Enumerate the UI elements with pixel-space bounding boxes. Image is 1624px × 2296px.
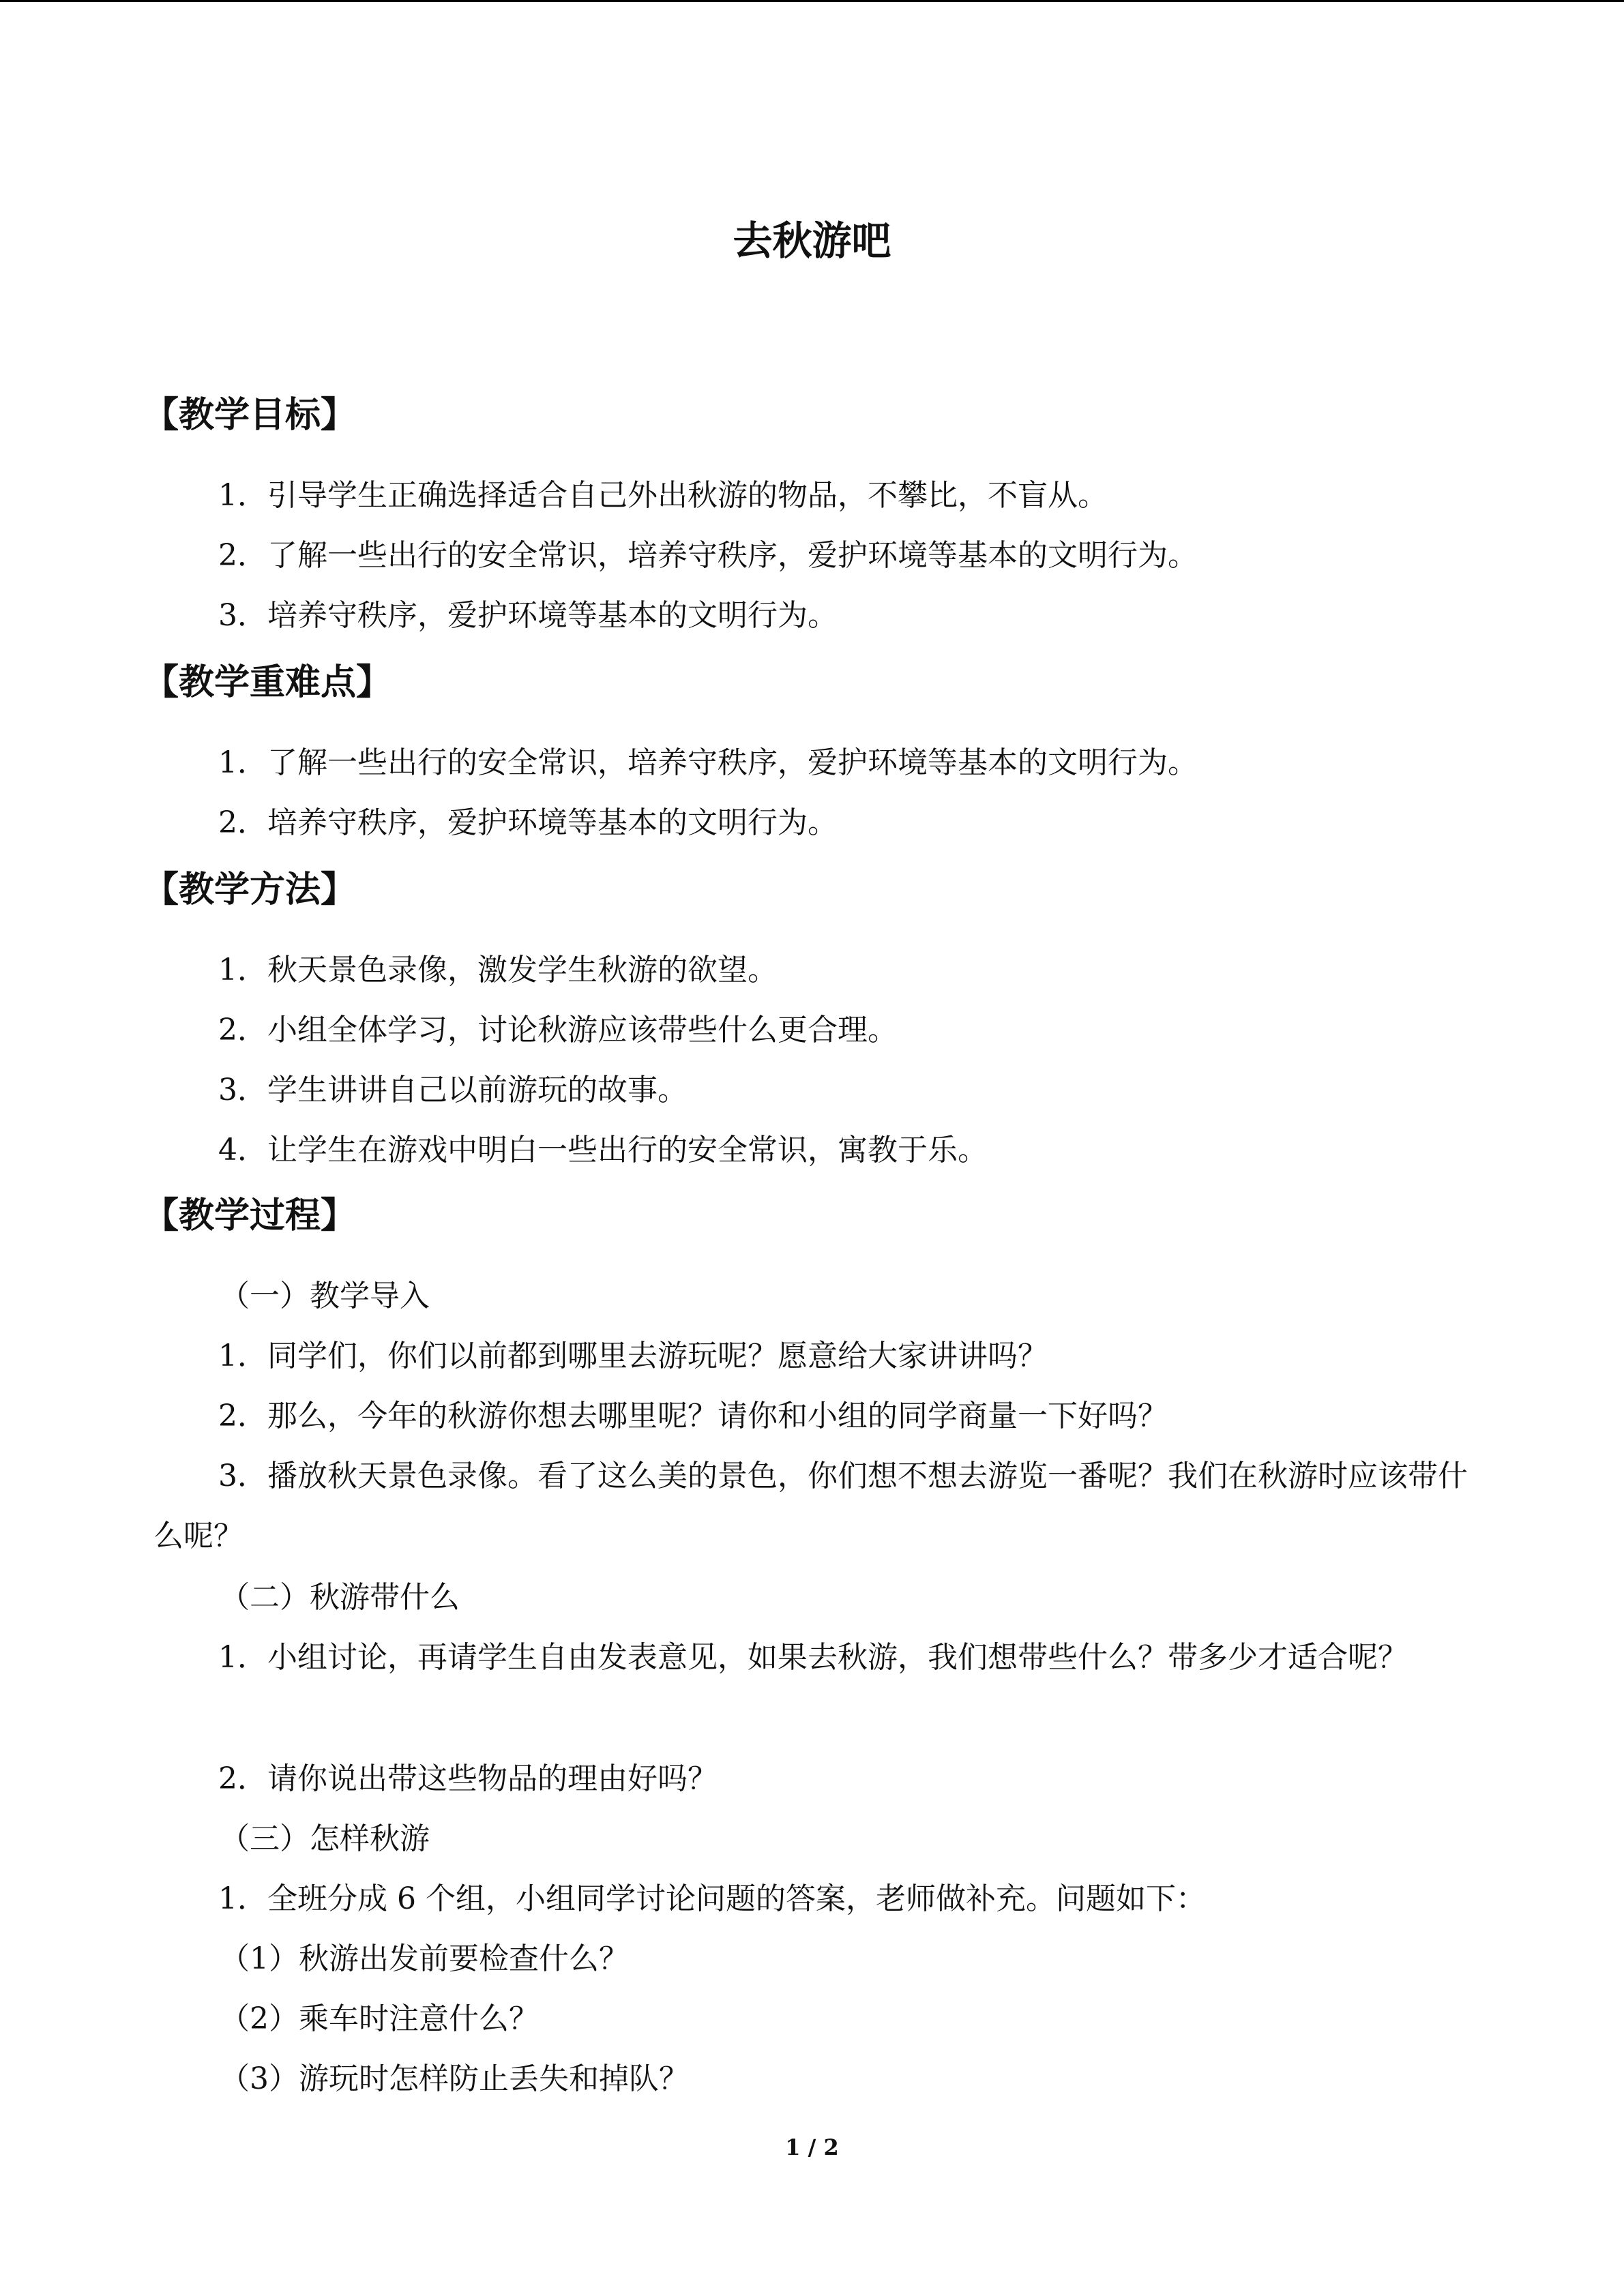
section-heading-methods: 【教学方法】 xyxy=(143,869,357,910)
process-part2-item-1: 1．小组讨论，再请学生自由发表意见，如果去秋游，我们想带些什么？带多少才适合呢？ xyxy=(218,1640,1408,1675)
goal-item-1: 1．引导学生正确选择适合自己外出秋游的物品，不攀比，不盲从。 xyxy=(218,478,1108,513)
page-number: 1 / 2 xyxy=(785,2134,839,2160)
process-part2-title: （二）秋游带什么 xyxy=(220,1580,460,1615)
section-heading-keypoints: 【教学重难点】 xyxy=(143,662,392,703)
process-part1-item-1: 1．同学们，你们以前都到哪里去游玩呢？愿意给大家讲讲吗？ xyxy=(218,1339,1048,1373)
section-heading-process: 【教学过程】 xyxy=(143,1195,357,1236)
goal-item-2: 2．了解一些出行的安全常识，培养守秩序，爱护环境等基本的文明行为。 xyxy=(218,538,1198,573)
process-part3-question-2: （2）乘车时注意什么？ xyxy=(220,2001,539,2036)
section-heading-goals: 【教学目标】 xyxy=(143,395,357,436)
process-part1-item-2: 2．那么，今年的秋游你想去哪里呢？请你和小组的同学商量一下好吗？ xyxy=(218,1399,1168,1433)
process-part1-title: （一）教学导入 xyxy=(220,1279,430,1313)
process-part3-title: （三）怎样秋游 xyxy=(220,1821,430,1856)
page-title: 去秋游吧 xyxy=(733,218,891,264)
method-item-1: 1．秋天景色录像，激发学生秋游的欲望。 xyxy=(218,953,778,987)
process-part2-item-2: 2．请你说出带这些物品的理由好吗？ xyxy=(218,1761,718,1796)
goal-item-3: 3．培养守秩序，爱护环境等基本的文明行为。 xyxy=(218,598,838,633)
process-part3-question-3: （3）游玩时怎样防止丢失和掉队？ xyxy=(220,2061,689,2096)
method-item-3: 3．学生讲讲自己以前游玩的故事。 xyxy=(218,1073,688,1107)
process-part1-item-3: 3．播放秋天景色录像。看了这么美的景色，你们想不想去游览一番呢？我们在秋游时应该带什么呢？ xyxy=(153,1459,1468,1553)
method-item-2: 2．小组全体学习，讨论秋游应该带些什么更合理。 xyxy=(218,1013,898,1047)
method-item-4: 4．让学生在游戏中明白一些出行的安全常识，寓教于乐。 xyxy=(218,1133,988,1167)
keypoint-item-1: 1．了解一些出行的安全常识，培养守秩序，爱护环境等基本的文明行为。 xyxy=(218,745,1198,780)
process-part3-item-1: 1．全班分成 6 个组，小组同学讨论问题的答案，老师做补充。问题如下： xyxy=(218,1881,1206,1916)
keypoint-item-2: 2．培养守秩序，爱护环境等基本的文明行为。 xyxy=(218,805,838,840)
process-part3-question-1: （1）秋游出发前要检查什么？ xyxy=(220,1941,629,1976)
